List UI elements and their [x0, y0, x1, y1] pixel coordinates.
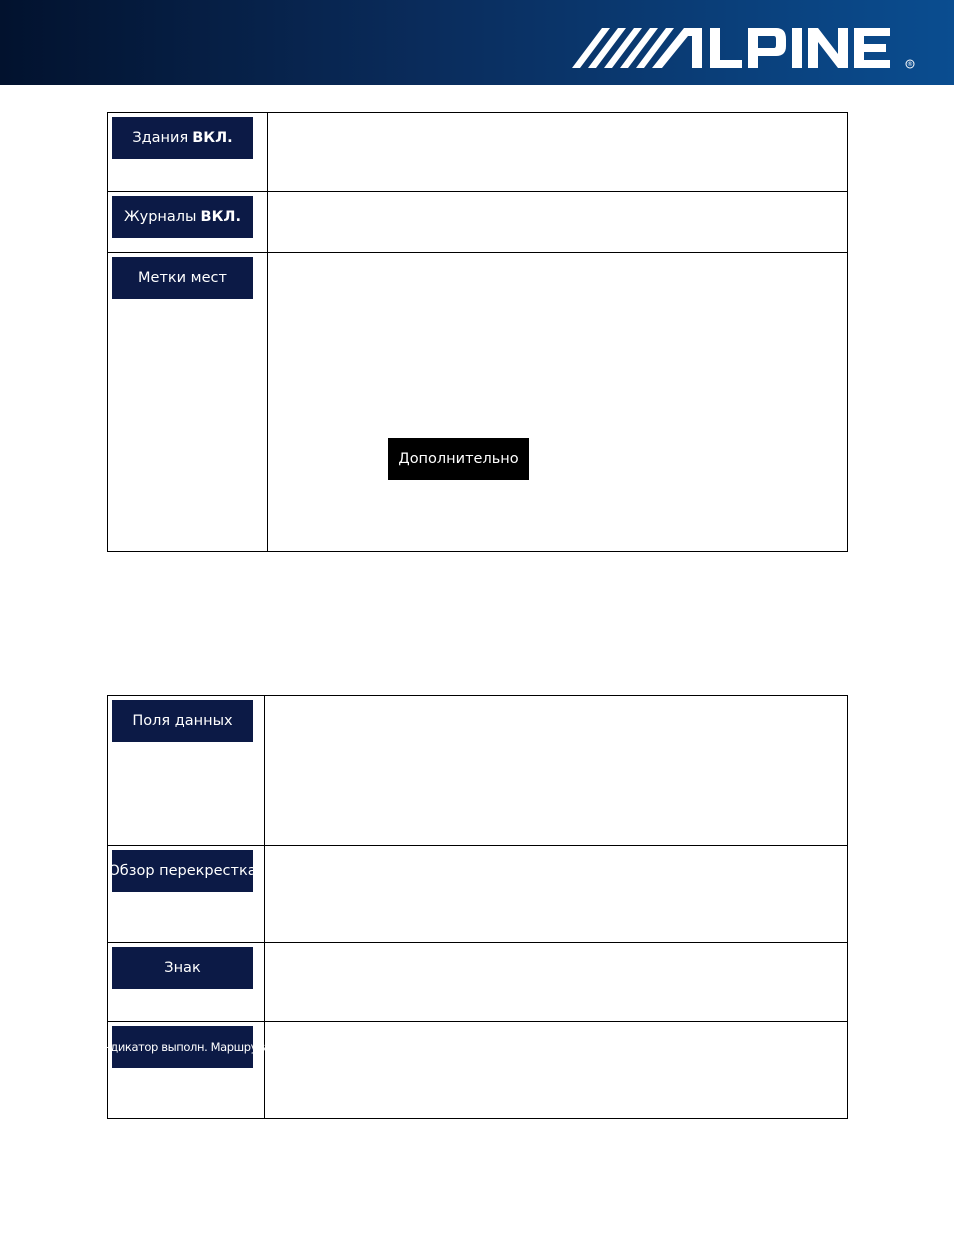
description-cell — [265, 1022, 848, 1119]
place-markers-button[interactable] — [112, 257, 253, 299]
route-progress-button[interactable] — [94, 1026, 271, 1068]
label-cell — [108, 846, 265, 943]
label-cell — [108, 113, 268, 192]
label-cell — [108, 696, 265, 846]
description-cell — [268, 253, 848, 552]
table-row — [108, 192, 848, 253]
sign-label: Знак — [164, 960, 201, 976]
logs-value: ВКЛ. — [200, 209, 241, 225]
label-cell — [108, 192, 268, 253]
table-row — [108, 113, 848, 192]
table-row — [108, 696, 848, 846]
table-row — [108, 846, 848, 943]
description-cell — [265, 846, 848, 943]
data-fields-button[interactable] — [112, 700, 253, 742]
logs-label: Журналы — [124, 209, 197, 225]
buildings-button[interactable] — [112, 117, 253, 159]
description-cell — [268, 192, 848, 253]
more-button[interactable] — [388, 438, 529, 480]
buildings-label: Здания — [132, 130, 189, 146]
buildings-value: ВКЛ. — [192, 130, 233, 146]
logs-button[interactable] — [112, 196, 253, 238]
alpine-logo — [570, 26, 920, 70]
description-cell — [268, 113, 848, 192]
label-cell — [108, 943, 265, 1022]
description-cell — [265, 696, 848, 846]
table-row — [108, 253, 848, 552]
description-cell — [265, 943, 848, 1022]
place-markers-label: Метки мест — [138, 270, 227, 286]
data-fields-label: Поля данных — [132, 713, 233, 729]
sign-button[interactable] — [112, 947, 253, 989]
page-header — [0, 0, 954, 85]
registered-mark: ® — [907, 61, 913, 68]
table-row — [108, 1022, 848, 1119]
junction-view-label: Обзор перекрестка — [108, 863, 257, 879]
settings-table-1 — [107, 112, 848, 552]
label-cell — [94, 1022, 271, 1119]
label-cell — [108, 253, 268, 552]
junction-view-button[interactable] — [108, 850, 257, 892]
table-row — [108, 943, 848, 1022]
settings-table-2 — [94, 695, 848, 1119]
more-button-label: Дополнительно — [398, 451, 519, 467]
route-progress-label: Индикатор выполн. Маршрута — [94, 1040, 271, 1054]
